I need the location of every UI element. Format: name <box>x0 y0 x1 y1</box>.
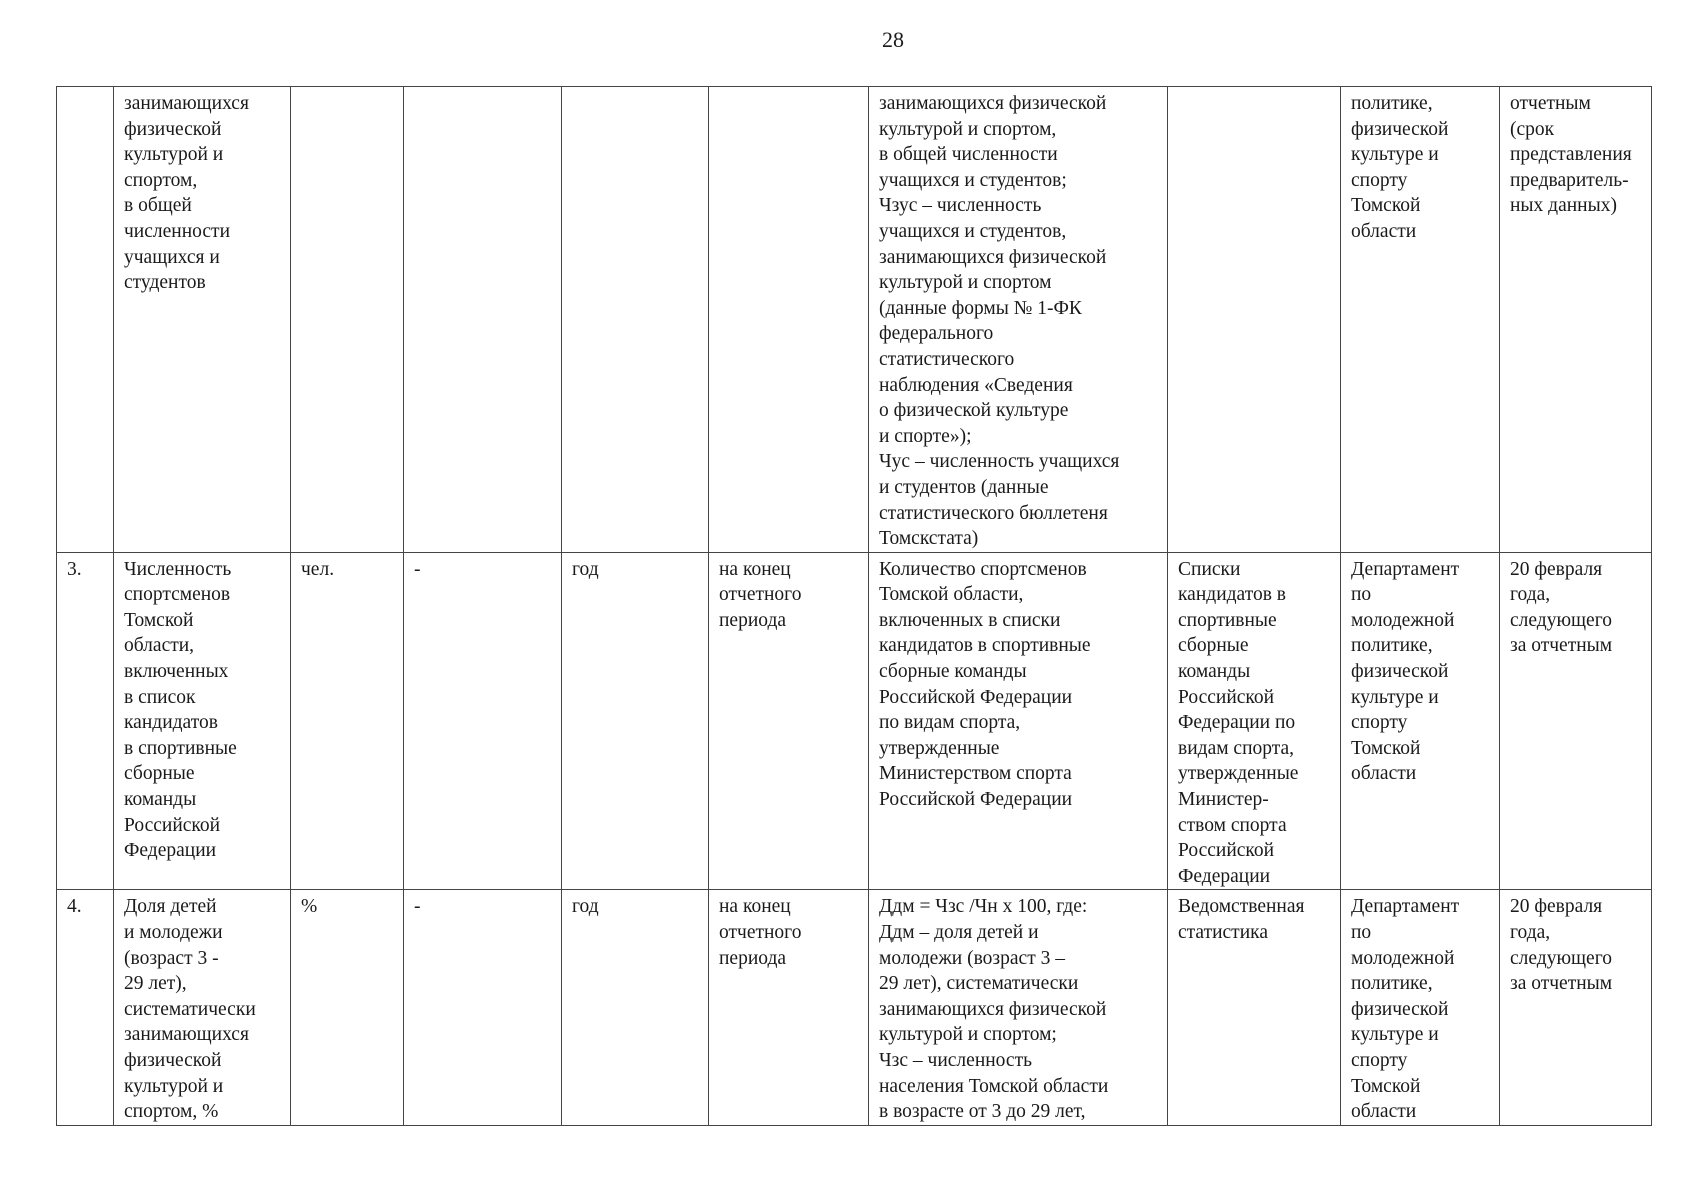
calculation-method-cell: Ддм = Чзс /Чн х 100, где: Ддм – доля детей и молодежи (возраст 3 – 29 лет), систематически занимающихся физической культурой и спортом; Чзс – численность населения Томской области в возрасте от 3 до 29 лет, <box>869 890 1168 1125</box>
table-row <box>57 87 1652 553</box>
responsible-cell: политике, физической культуре и спорту Томской области <box>1341 87 1500 553</box>
indicator-name-cell: Доля детей и молодежи (возраст 3 - 29 лет), систематически занимающихся физической культурой и спортом, % <box>114 890 291 1125</box>
calculation-method-cell: занимающихся физической культурой и спортом, в общей численности учащихся и студентов; Чзус – численность учащихся и студентов, занимающихся физической культурой и спортом (данные формы № 1-ФК федерального статистического наблюдения «Сведения о физической культуре и спорте»); Чус – численность учащихся и студентов (данные статистического бюллетеня Томскстата) <box>869 87 1168 553</box>
indicator-name-cell: Численность спортсменов Томской области, включенных в список кандидатов в спортивные сборные команды Российской Федерации <box>114 552 291 890</box>
responsible-cell: Департамент по молодежной политике, физической культуре и спорту Томской области <box>1341 552 1500 890</box>
row-number-cell: 4. <box>57 890 114 1125</box>
time-characteristic-cell: на конец отчетного периода <box>709 552 869 890</box>
indicator-type-cell <box>404 87 562 553</box>
periodicity-cell <box>562 87 709 553</box>
data-source-cell <box>1168 87 1341 553</box>
indicator-type-cell: - <box>404 552 562 890</box>
time-characteristic-cell: на конец отчетного периода <box>709 890 869 1125</box>
periodicity-cell: год <box>562 552 709 890</box>
data-source-cell: Списки кандидатов в спортивные сборные команды Российской Федерации по видам спорта, утвержденные Министер- ством спорта Российской Федерации <box>1168 552 1341 890</box>
unit-cell: % <box>291 890 404 1125</box>
unit-cell: чел. <box>291 552 404 890</box>
indicator-name-cell: занимающихся физической культурой и спортом, в общей численности учащихся и студентов <box>114 87 291 553</box>
data-source-cell: Ведомственная статистика <box>1168 890 1341 1125</box>
table-row <box>57 552 1652 890</box>
time-characteristic-cell <box>709 87 869 553</box>
row-number-cell: 3. <box>57 552 114 890</box>
indicators-table <box>56 86 1652 1126</box>
deadline-cell: отчетным (срок представления предваритель- ных данных) <box>1500 87 1652 553</box>
row-number-cell <box>57 87 114 553</box>
responsible-cell: Департамент по молодежной политике, физической культуре и спорту Томской области <box>1341 890 1500 1125</box>
indicator-type-cell: - <box>404 890 562 1125</box>
calculation-method-cell: Количество спортсменов Томской области, включенных в списки кандидатов в спортивные сборные команды Российской Федерации по видам спорта, утвержденные Министерством спорта Российской Федерации <box>869 552 1168 890</box>
page-number: 28 <box>882 27 904 52</box>
unit-cell <box>291 87 404 553</box>
periodicity-cell: год <box>562 890 709 1125</box>
table-row <box>57 890 1652 1125</box>
deadline-cell: 20 февраля года, следующего за отчетным <box>1500 890 1652 1125</box>
deadline-cell: 20 февраля года, следующего за отчетным <box>1500 552 1652 890</box>
